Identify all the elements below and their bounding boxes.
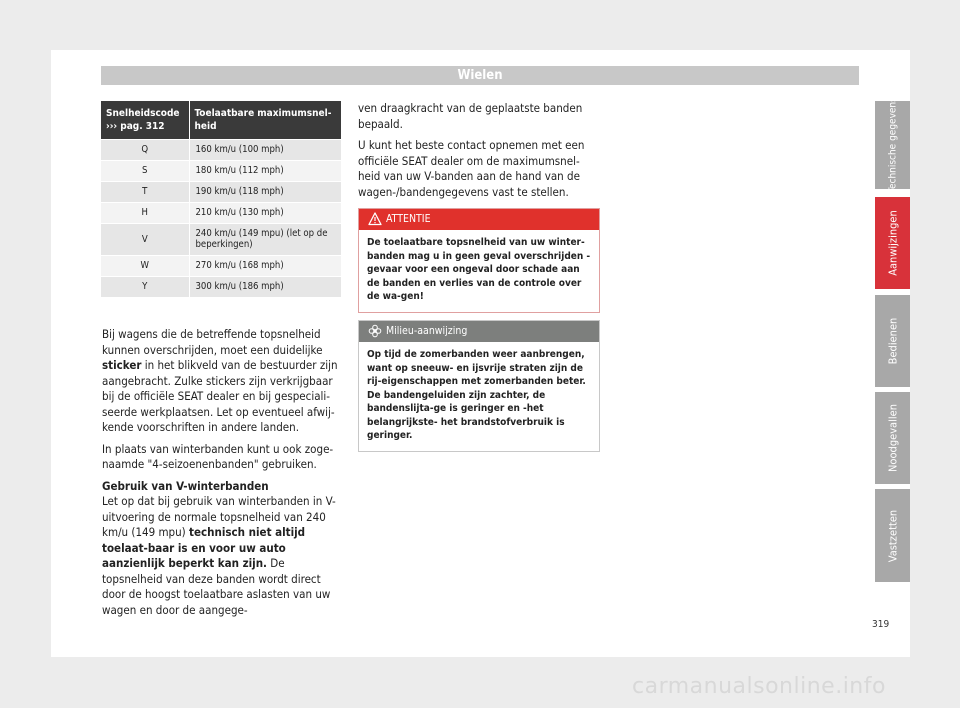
table-row [101, 276, 341, 297]
warning-box [358, 208, 600, 313]
warning-triangle-icon [368, 212, 382, 226]
speed-value: 210 km/u (130 mph) [189, 202, 341, 223]
table-row [101, 181, 341, 202]
table-row [101, 202, 341, 223]
warning-header [359, 209, 599, 230]
table-header-speed: Toelaatbare maximumsnel-heid [189, 101, 341, 139]
speed-value: 160 km/u (100 mph) [189, 139, 341, 160]
tab-noodgevallen[interactable]: Noodgevallen [875, 392, 910, 484]
sticker-paragraph: Bij wagens die de betreffende topsnelheid kunnen overschrijden, moet een duidelijke sticker in het blikveld van de bestuurder zijn aangebracht. Zulke stickers zijn verkrijgbaar bij de officiële SEAT dealer en bij gespeciali-seerde werkplaatsen. Let op eventueel afwij-kende voorschriften in andere landen. [102, 327, 338, 434]
tab-bedienen[interactable]: Bedienen [875, 295, 910, 387]
environment-header [359, 321, 599, 342]
speed-value: 270 km/u (168 mph) [189, 255, 341, 276]
speed-code: T [101, 181, 189, 202]
speed-code: H [101, 202, 189, 223]
environment-title: Milieu-aanwijzing [386, 325, 468, 337]
section-header: Wielen [101, 66, 859, 85]
left-column-text [102, 327, 342, 624]
speed-code: V [101, 223, 189, 255]
table-row [101, 223, 341, 255]
tab-vastzetten[interactable]: Vastzetten [875, 489, 910, 582]
table-header-code: Snelheidscode ››› pag. 312 [101, 101, 189, 139]
table-row [101, 160, 341, 181]
watermark: carmanualsonline.info [632, 674, 886, 699]
environment-box [358, 320, 600, 452]
speed-code: Y [101, 276, 189, 297]
speed-value: 300 km/u (186 mph) [189, 276, 341, 297]
warning-title: ATTENTIE [386, 213, 431, 225]
speed-code: Q [101, 139, 189, 160]
v-winter-paragraph: Let op dat bij gebruik van winterbanden in V-uitvoering de normale topsnelheid van 240 km/u (149 mpu) technisch niet altijd toelaat-baar is en voor uw auto aanzienlijk beperkt kan zijn. De topsnelheid van deze banden wordt direct door de hoogst toelaatbare aslasten van uw wagen en door de aangege- [102, 494, 336, 617]
speed-code: W [101, 255, 189, 276]
speed-code: S [101, 160, 189, 181]
v-winter-heading: Gebruik van V-winterbanden [102, 478, 269, 493]
middle-column-text [358, 101, 600, 206]
speed-value: 240 km/u (149 mpu) (let op de beperkingen) [189, 223, 341, 255]
warning-text: De toelaatbare topsnelheid van uw winter-banden mag u in geen geval overschrijden - gevaar voor een ongeval door schade aan de banden en verlies van de controle over de wa-gen! [367, 237, 591, 302]
flower-icon [368, 324, 382, 338]
table-row [101, 255, 341, 276]
load-paragraph: ven draagkracht van de geplaatste banden bepaald. [358, 101, 583, 131]
page-number: 319 [872, 619, 890, 630]
four-season-paragraph: In plaats van winterbanden kunt u ook zoge-naamde "4-seizoenenbanden" gebruiken. [102, 441, 334, 471]
speed-table [101, 101, 341, 297]
tab-technische-gegevens[interactable]: Technische gegevens [875, 101, 910, 189]
environment-text: Op tijd de zomerbanden weer aanbrengen, want op sneeuw- en ijsvrije straten zijn de rij-eigenschappen met zomerbanden beter. De bandengeluiden zijn zachter, de bandenslijta-ge is geringer en -het belangrijkste- het brandstofverbruik is geringer. [367, 349, 586, 441]
table-row [101, 139, 341, 160]
speed-value: 190 km/u (118 mph) [189, 181, 341, 202]
speed-value: 180 km/u (112 mph) [189, 160, 341, 181]
dealer-paragraph: U kunt het beste contact opnemen met een officiële SEAT dealer om de maximumsnel-heid van uw V-banden aan de hand van de wagen-/bandengegevens vast te stellen. [358, 138, 585, 199]
tab-aanwijzingen[interactable]: Aanwijzingen [875, 197, 910, 289]
